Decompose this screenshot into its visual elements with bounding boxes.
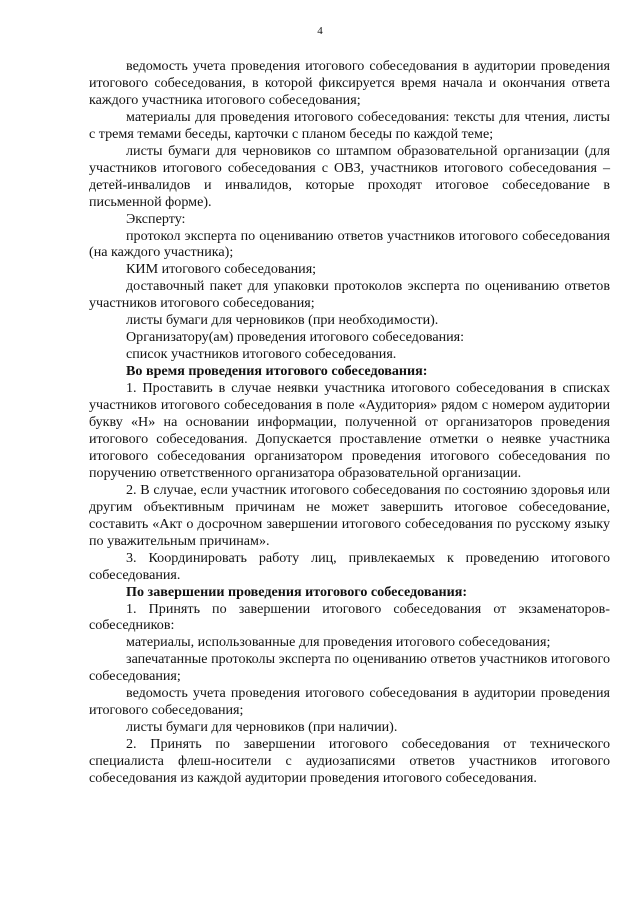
list-item-during-3: 3. Координировать работу лиц, привлекаемых к проведению итогового собеседования. bbox=[89, 549, 610, 583]
heading-organizer: Организатору(ам) проведения итогового собеседования: bbox=[126, 329, 465, 346]
heading-expert: Эксперту: bbox=[126, 210, 186, 227]
list-item-after-2: 2. Принять по завершении итогового собеседования от технического специалиста флеш-носители с аудиозаписями ответов участников итогового собеседования из каждой аудитории проведения итогового собеседования. bbox=[89, 736, 610, 787]
page-number: 4 bbox=[317, 25, 323, 37]
section-heading-during: Во время проведения итогового собеседования: bbox=[126, 363, 428, 380]
list-item-after-1: 1. Принять по завершении итогового собеседования от экзаменаторов-собеседников: bbox=[89, 600, 610, 634]
paragraph-participant-list: список участников итогового собеседования. bbox=[126, 346, 397, 363]
paragraph-sealed-protocols: запечатанные протоколы эксперта по оцениванию ответов участников итогового собеседования; bbox=[89, 651, 610, 685]
list-item-during-2: 2. В случае, если участник итогового собеседования по состоянию здоровья или другим объективным причинам не может завершить итоговое собеседование, составить «Акт о досрочном завершении итогового собеседования по русскому языку по уважительным причинам». bbox=[89, 481, 610, 549]
paragraph-expert-protocol: протокол эксперта по оцениванию ответов участников итогового собеседования (на каждого участника); bbox=[89, 227, 610, 261]
paragraph-materials: материалы для проведения итогового собеседования: тексты для чтения, листы с тремя темами беседы, карточки с планом беседы по каждой теме; bbox=[89, 108, 610, 142]
section-heading-after: По завершении проведения итогового собеседования: bbox=[126, 583, 468, 600]
paragraph-attendance-log-return: ведомость учета проведения итогового собеседования в аудитории проведения итогового собеседования; bbox=[89, 685, 610, 719]
paragraph-delivery-package: доставочный пакет для упаковки протоколов эксперта по оцениванию ответов участников итогового собеседования; bbox=[89, 278, 610, 312]
paragraph-draft-sheets-stamped: листы бумаги для черновиков со штампом образовательной организации (для участников итогового собеседования с ОВЗ, участников итогового собеседования – детей-инвалидов и инвалидов, которые проходят итоговое собеседование в письменной форме). bbox=[89, 142, 610, 210]
paragraph-kim: КИМ итогового собеседования; bbox=[126, 261, 317, 278]
paragraph-used-materials: материалы, использованные для проведения итогового собеседования; bbox=[126, 634, 551, 651]
paragraph-draft-sheets-return: листы бумаги для черновиков (при наличии). bbox=[126, 719, 398, 736]
paragraph-draft-sheets: листы бумаги для черновиков (при необходимости). bbox=[126, 312, 439, 329]
document-body bbox=[89, 58, 610, 787]
list-item-during-1: 1. Проставить в случае неявки участника итогового собеседования в списках участников итогового собеседования в поле «Аудитория» рядом с номером аудитории букву «Н» на основании информации, полученной от организаторов проведения итогового собеседования. Допускается проставление отметки о неявке участника итогового собеседования организатором проведения итогового собеседования по поручению ответственного организатора образовательной организации. bbox=[89, 380, 610, 481]
paragraph-attendance-log: ведомость учета проведения итогового собеседования в аудитории проведения итогового собеседования, в которой фиксируется время начала и окончания ответа каждого участника итогового собеседования; bbox=[89, 58, 610, 108]
